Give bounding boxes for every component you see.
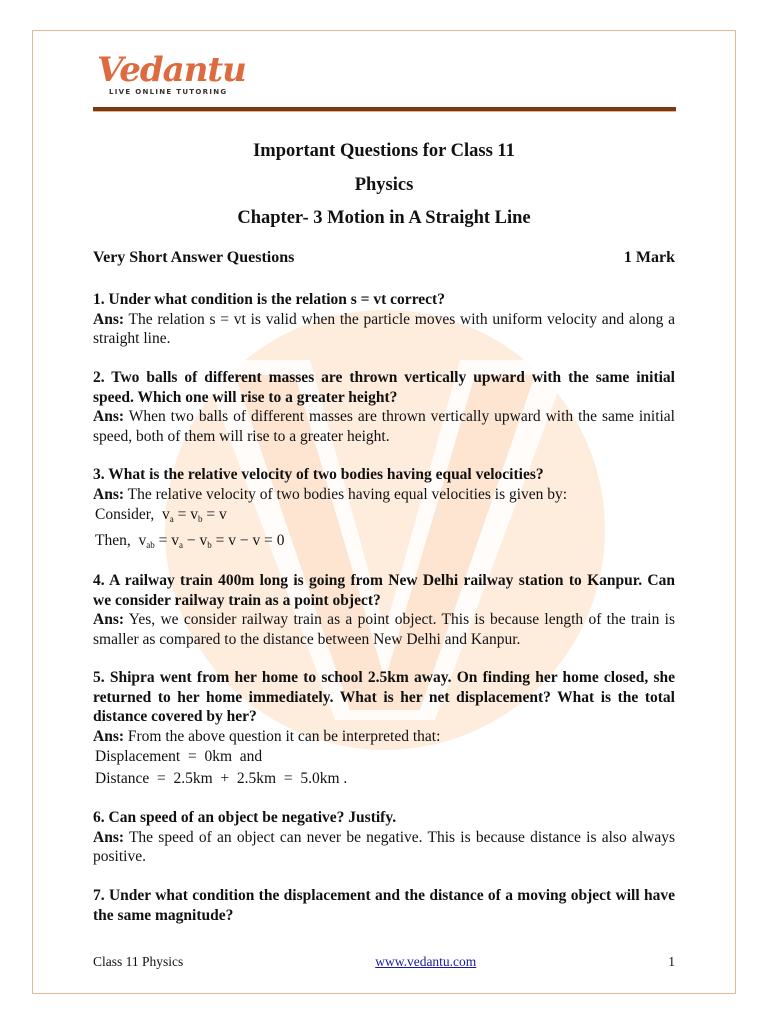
equation-displacement: Displacement = 0km and — [95, 748, 263, 765]
header-rule — [93, 107, 676, 112]
footer-label: Class 11 Physics — [93, 954, 184, 969]
doc-chapter: Chapter- 3 Motion in A Straight Line — [237, 208, 531, 228]
question-text: 4. A railway train 400m long is going from New Delhi railway station to Kanpur. Can we consider railway train as a point object? — [93, 572, 675, 609]
footer-website-link[interactable]: www.vedantu.com — [375, 954, 477, 969]
doc-title: Important Questions for Class 11 — [253, 141, 515, 161]
section-header — [93, 249, 675, 267]
question-text: 5. Shipra went from her home to school 2.5km away. On finding her home closed, she returned to her home immediately. What is her net displacement? What is the total distance covered by her? — [93, 669, 675, 725]
logo-wordmark: Vedantu — [97, 50, 246, 90]
answer-text: Ans: When two balls of different masses are thrown vertically upward with the same initial speed, both of them will rise to a greater height. — [93, 408, 675, 445]
question-7 — [93, 886, 675, 925]
question-4 — [93, 571, 675, 649]
page-number: 1 — [668, 954, 675, 969]
question-5 — [93, 668, 675, 790]
question-1 — [93, 290, 675, 349]
answer-text: Ans: The speed of an object can never be negative. This is because distance is also always positive. — [93, 828, 675, 865]
equation-1: Consider, $v_a = v_b = v$ — [95, 506, 227, 524]
page-footer — [93, 954, 675, 970]
answer-text: Ans: From the above question it can be interpreted that: — [93, 727, 441, 745]
question-text: 3. What is the relative velocity of two bodies having equal velocities? — [93, 466, 544, 483]
question-6 — [93, 808, 675, 867]
question-text: 6. Can speed of an object be negative? Justify. — [93, 809, 397, 826]
answer-text: Ans: The relative velocity of two bodies having equal velocities is given by: — [93, 485, 568, 503]
section-marks: 1 Mark — [623, 249, 675, 266]
logo-tagline: LIVE ONLINE TUTORING — [109, 88, 228, 96]
vedantu-logo[interactable] — [97, 50, 246, 96]
equation-distance: Distance = 2.5km + 2.5km = 5.0km . — [95, 770, 348, 787]
section-heading: Very Short Answer Questions — [93, 249, 295, 266]
question-2 — [93, 368, 675, 446]
question-text: 1. Under what condition is the relation s = vt correct? — [93, 291, 445, 308]
question-text: 2. Two balls of different masses are thrown vertically upward with the same initial speed. Which one will rise to a greater height? — [93, 369, 675, 406]
doc-subject: Physics — [354, 175, 414, 195]
question-text: 7. Under what condition the displacement and the distance of a moving object will have the same magnitude? — [93, 887, 675, 924]
answer-text: Ans: The relation s = vt is valid when the particle moves with uniform velocity and along a straight line. — [93, 310, 675, 347]
question-3 — [93, 465, 675, 556]
equation-2: Then, $v_{ab} = v_a - v_b = v - v = 0$ — [95, 532, 285, 550]
answer-text: Ans: Yes, we consider railway train as a point object. This is because length of the train is smaller as compared to the distance between New Delhi and Kanpur. — [93, 611, 675, 648]
